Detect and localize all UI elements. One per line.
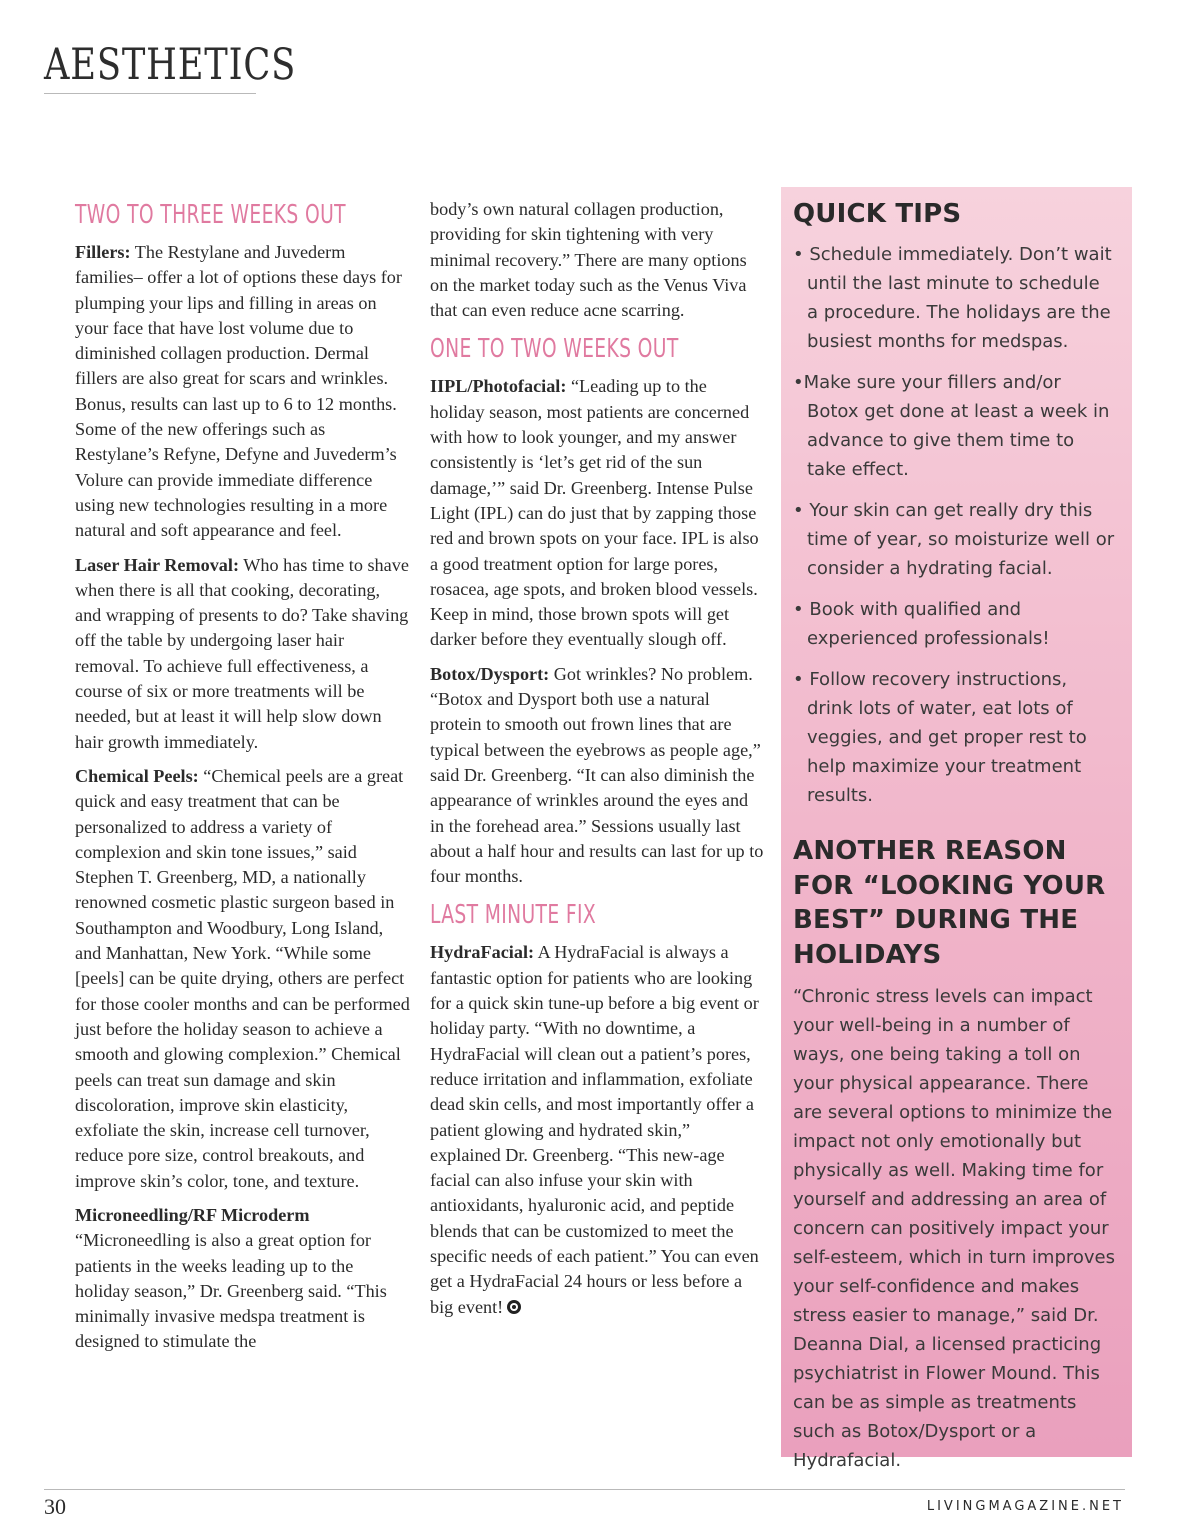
- another-reason-quote: “Chronic stress levels can impact your well-being in a number of ways, one being taking a toll on your physical appearance. There are several options to minimize the impact not only emotionally but physically as well. Making time for yourself and addressing an area of concern can positively impact your self-esteem, which in turn improves your self-confidence and makes stress easier to manage,” said Dr. Deanna Dial, a licensed practicing psychiatrist in Flower Mound. This can be as simple as treatments such as Botox/Dysport or a Hydrafacial.: [793, 986, 1115, 1471]
- text-microneedling: “Microneedling is also a great option for patients in the weeks leading up to the holiday season,” Dr. Greenberg said. “This minimally invasive medspa treatment is designed to stimulate the: [75, 1230, 387, 1352]
- label-laser: Laser Hair Removal:: [75, 554, 239, 575]
- text-fillers: The Restylane and Juvederm families– offer a lot of options these days for plumping your lips and filling in areas on your face that have lost volume due to diminished collagen production. Dermal fillers are also great for scars and wrinkles. Bonus, results can last up to 6 to 12 months. Some of the new offerings such as Restylane’s Refyne, Defyne and Juvederm’s Volure can provide immediate difference using new technologies resulting in a more natural and soft appearance and feel.: [75, 242, 402, 541]
- tips-list: [793, 240, 1116, 810]
- section-divider: [44, 93, 256, 94]
- paragraph-microneedling: [75, 1203, 410, 1355]
- another-reason-title: ANOTHER REASON FOR “LOOKING YOUR BEST” DURING THE HOLIDAYS: [793, 836, 1106, 970]
- label-microneedling: Microneedling/RF Microderm: [75, 1204, 310, 1225]
- label-ipl: IIPL/Photofacial:: [430, 376, 567, 397]
- tip-item: • Book with qualified and experienced professionals!: [793, 599, 1050, 649]
- text-peels: “Chemical peels are a great quick and easy treatment that can be personalized to address a variety of complexion and skin tone issues,” said Stephen T. Greenberg, MD, a nationally renowned cosmetic plastic surgeon based in Southampton and Woodbury, Long Island, and Manhattan, New York. “While some [peels] can be quite drying, others are perfect for those cooler months and can be performed just before the holiday season to achieve a smooth and glowing complexion.” Chemical peels can treat sun damage and skin discoloration, improve skin elasticity, exfoliate the skin, increase cell turnover, reduce pore size, control breakouts, and improve skin’s color, tone, and texture.: [75, 765, 410, 1191]
- tip-item: • Follow recovery instructions, drink lots of water, eat lots of veggies, and get proper rest to help maximize your treatment results.: [793, 669, 1087, 806]
- subhead-one-to-two-weeks: ONE TO TWO WEEKS OUT: [430, 334, 679, 365]
- text-botox: Got wrinkles? No problem. “Botox and Dysport both use a natural protein to smooth out frown lines that are typical between the eyebrows as people age,” said Dr. Greenberg. “It can also diminish the appearance of wrinkles around the eyes and in the forehead area.” Sessions usually last about a half hour and results can last for up to four months.: [430, 663, 764, 887]
- text-laser: Who has time to shave when there is all that cooking, decorating, and wrapping of presents to do? Take shaving off the table by undergoing laser hair removal. To achieve full effectiveness, a course of six or more treatments will be needed, but at least it will help slow down hair growth immediately.: [75, 554, 409, 752]
- label-hydrafacial: HydraFacial:: [430, 942, 535, 963]
- tip-item: •Make sure your fillers and/or Botox get done at least a week in advance to give them time to take effect.: [793, 372, 1110, 480]
- site-url: LIVINGMAGAZINE.NET: [926, 1499, 1124, 1514]
- footer-divider: [44, 1489, 1125, 1490]
- paragraph-fillers: [75, 240, 410, 544]
- lm-end-mark-icon: [507, 1300, 521, 1314]
- text-ipl: “Leading up to the holiday season, most patients are concerned with how to look younger, and my answer consistently is ‘let’s get rid of the sun damage,’” said Dr. Greenberg. Intense Pulse Light (IPL) can do just that by zapping those red and brown spots on your face. IPL is also a good treatment option for large pores, rosacea, age spots, and broken blood vessels. Keep in mind, those brown spots will get darker before they eventually slough off.: [430, 376, 759, 650]
- article-column-2: [430, 197, 765, 1320]
- article-column-1: [75, 198, 410, 1355]
- paragraph-laser: [75, 553, 410, 755]
- paragraph-microneedling-continued: body’s own natural collagen production, providing for skin tightening with very minimal recovery.” There are many options on the market today such as the Venus Viva that can even reduce acne scarring.: [430, 199, 747, 321]
- quick-tips-title: QUICK TIPS: [793, 199, 962, 229]
- paragraph-hydrafacial: [430, 940, 765, 1319]
- tip-item: • Your skin can get really dry this time of year, so moisturize well or consider a hydrating facial.: [793, 500, 1115, 579]
- paragraph-ipl: [430, 374, 765, 652]
- paragraph-peels: [75, 764, 410, 1194]
- subhead-two-to-three-weeks: TWO TO THREE WEEKS OUT: [75, 200, 346, 230]
- paragraph-botox: [430, 662, 765, 890]
- quick-tips-sidebar: [781, 187, 1132, 1471]
- text-hydrafacial: A HydraFacial is always a fantastic option for patients who are looking for a quick skin tune-up before a big event or holiday party. “With no downtime, a HydraFacial will clean out a patient’s pores, reduce irritation and inflammation, exfoliate dead skin cells, and most importantly offer a patient glowing and hydrated skin,” explained Dr. Greenberg. “This new-age facial can also infuse your skin with antioxidants, hyaluronic acid, and peptide blends that can be customized to meet the specific needs of each patient.” You can even get a HydraFacial 24 hours or less before a big event!: [430, 942, 759, 1317]
- tip-item: • Schedule immediately. Don’t wait until the last minute to schedule a procedure. The holidays are the busiest months for medspas.: [793, 244, 1112, 352]
- subhead-last-minute-fix: LAST MINUTE FIX: [430, 900, 597, 931]
- section-title: AESTHETICS: [44, 40, 297, 90]
- label-botox: Botox/Dysport:: [430, 663, 550, 684]
- page-number: 30: [44, 1494, 66, 1519]
- label-fillers: Fillers:: [75, 242, 131, 262]
- label-peels: Chemical Peels:: [75, 765, 199, 786]
